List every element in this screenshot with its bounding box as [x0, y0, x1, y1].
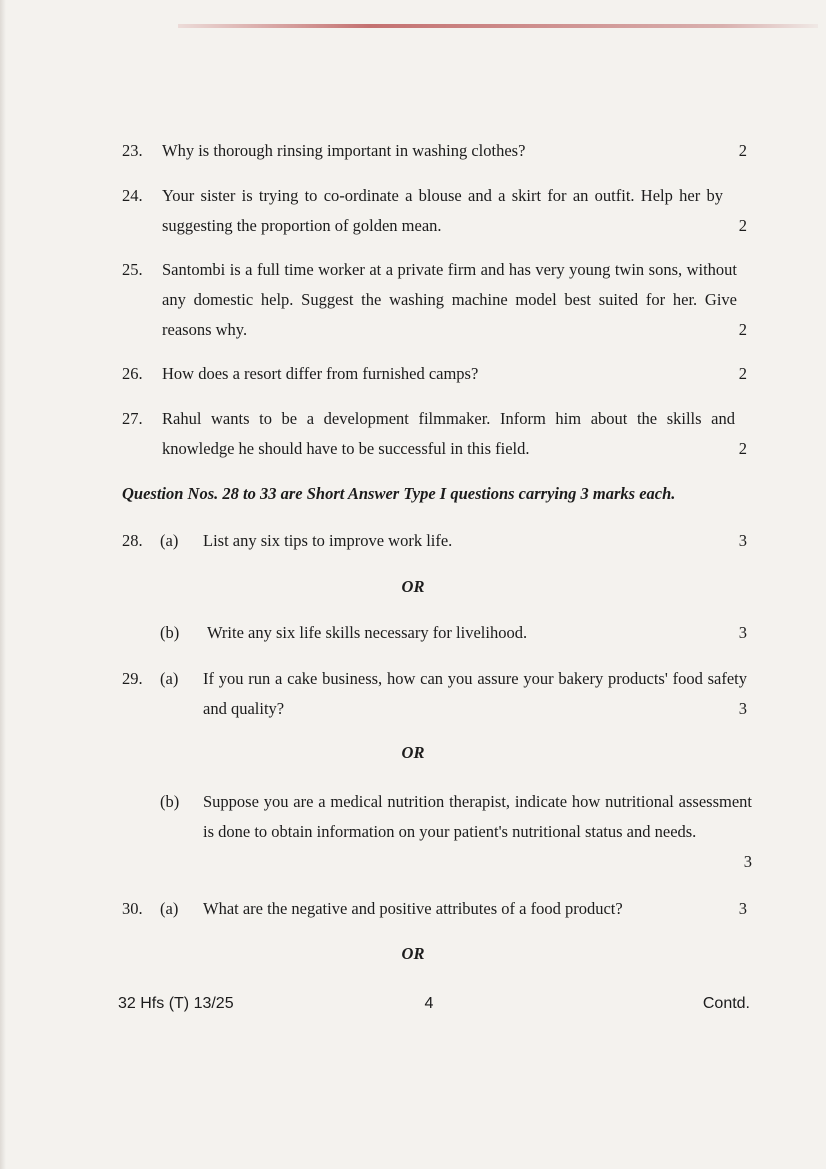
question-number: 24.	[122, 186, 143, 205]
question-number: 23.	[122, 141, 143, 160]
question-29a	[122, 664, 747, 724]
question-part-label: (a)	[160, 669, 179, 688]
question-text: How does a resort differ from furnished camps?	[162, 364, 479, 383]
question-number: 29.	[122, 669, 143, 688]
question-29b	[122, 787, 752, 877]
question-28a	[122, 526, 747, 556]
question-number: 25.	[122, 260, 143, 279]
question-text: What are the negative and positive attributes of a food product?	[203, 899, 623, 918]
question-30a	[122, 894, 747, 924]
or-divider: OR	[401, 577, 425, 596]
question-text: Why is thorough rinsing important in washing clothes?	[162, 141, 526, 160]
question-28b	[122, 618, 747, 648]
question-marks: 2	[738, 439, 747, 458]
question-25	[122, 255, 747, 345]
question-marks: 3	[738, 699, 747, 718]
question-text: Rahul wants to be a development filmmaker. Inform him about the skills and knowledge he should have to be successful in this field.	[162, 409, 735, 458]
or-divider: OR	[401, 743, 425, 762]
question-marks: 2	[738, 364, 747, 383]
page-number: 4	[424, 995, 434, 1012]
top-rule	[178, 24, 818, 28]
question-number: 27.	[122, 409, 143, 428]
or-divider: OR	[401, 944, 425, 963]
question-27	[122, 404, 747, 464]
question-text: If you run a cake business, how can you assure your bakery products' food safety and quality?	[203, 669, 747, 718]
question-text: Your sister is trying to co-ordinate a blouse and a skirt for an outfit. Help her by suggesting the proportion of golden mean.	[162, 186, 723, 235]
question-marks: 3	[743, 852, 752, 871]
question-23	[122, 136, 747, 166]
question-text: Write any six life skills necessary for livelihood.	[207, 623, 528, 642]
question-26	[122, 359, 747, 389]
question-part-label: (a)	[160, 899, 179, 918]
question-text: List any six tips to improve work life.	[203, 531, 453, 550]
question-marks: 3	[738, 899, 747, 918]
question-text: Santombi is a full time worker at a private firm and has very young twin sons, without any domestic help. Suggest the washing machine model best suited for her. Give reasons why.	[162, 260, 737, 339]
question-marks: 3	[738, 531, 747, 550]
question-part-label: (b)	[160, 623, 180, 642]
question-24	[122, 181, 747, 241]
question-marks: 2	[738, 320, 747, 339]
question-text: Suppose you are a medical nutrition therapist, indicate how nutritional assessment is done to obtain information on your patient's nutritional status and needs.	[203, 792, 752, 841]
paper-code: 32 Hfs (T) 13/25	[118, 995, 234, 1012]
question-number: 26.	[122, 364, 143, 383]
question-marks: 2	[738, 141, 747, 160]
question-marks: 2	[738, 216, 747, 235]
section-instruction: Question Nos. 28 to 33 are Short Answer Type I questions carrying 3 marks each.	[122, 484, 676, 503]
question-part-label: (b)	[160, 792, 180, 811]
question-part-label: (a)	[160, 531, 179, 550]
question-marks: 3	[738, 623, 747, 642]
continued-label: Contd.	[702, 995, 750, 1012]
question-number: 28.	[122, 531, 143, 550]
question-number: 30.	[122, 899, 143, 918]
